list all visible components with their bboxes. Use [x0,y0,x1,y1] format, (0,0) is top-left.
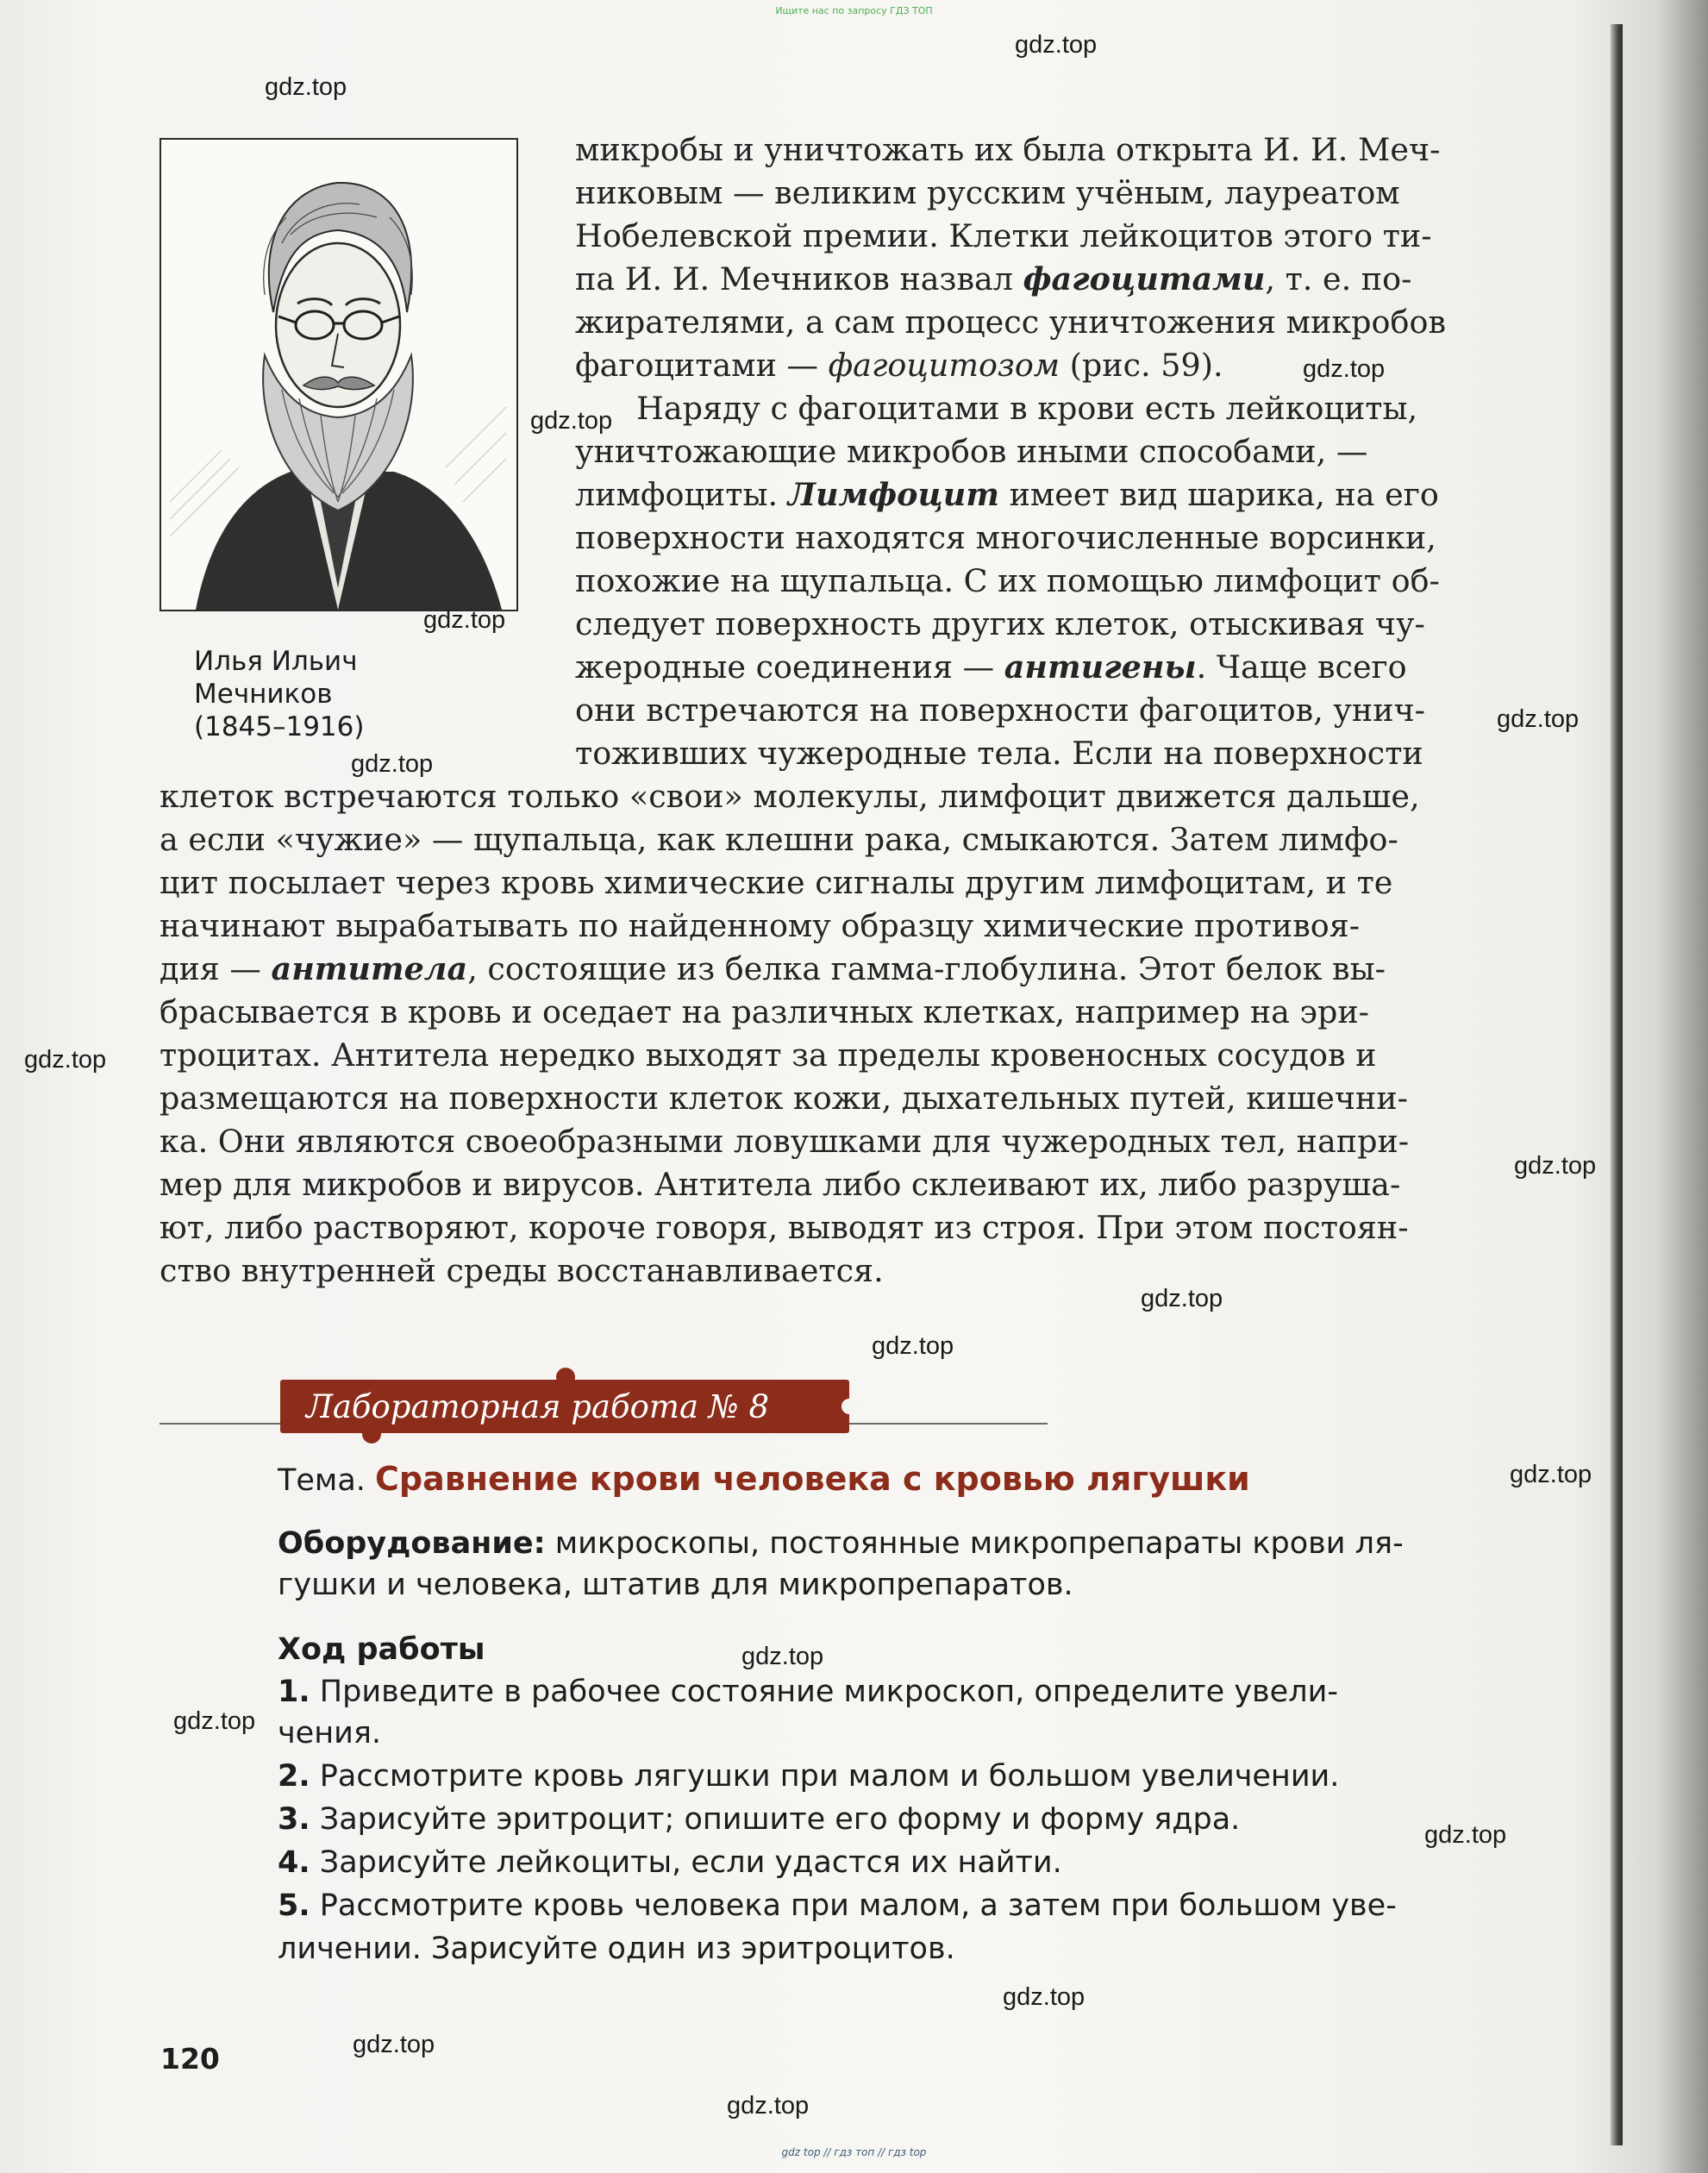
watermark: gdz.top [1003,1983,1085,2011]
text-line: брасывается в кровь и оседает на различных клетках, например на эри- [160,993,1369,1030]
equipment-line: Оборудование: микроскопы, постоянные микропрепараты крови ля- [278,1526,1404,1561]
lab-work-banner [280,1380,849,1433]
bottom-banner: gdz top // гдз топ // гдз top [781,2146,927,2158]
watermark: gdz.top [351,750,434,778]
procedure-step: 5. Рассмотрите кровь человека при малом, а затем при большом уве- [278,1888,1397,1923]
watermark: gdz.top [1303,355,1386,383]
equipment-line: гушки и человека, штатив для микропрепаратов. [278,1568,1073,1602]
watermark: gdz.top [173,1707,256,1735]
portrait-caption [194,645,487,743]
procedure-step: 4. Зарисуйте лейкоциты, если удастся их найти. [278,1845,1062,1880]
page-edge-shadow [1611,24,1623,2145]
text-line: ство внутренней среды восстанавливается. [160,1252,884,1289]
topic-label: Тема. [278,1463,366,1498]
text-line: никовым — великим русским учёным, лауреатом [575,174,1400,211]
banner-decoration [841,1399,857,1414]
procedure-step-continued: личении. Зарисуйте один из эритроцитов. [278,1932,955,1966]
text-line: микробы и уничтожать их была открыта И. И. Меч- [575,131,1441,168]
page-number: 120 [160,2042,220,2076]
text-line: уничтожающие микробов иными способами, — [575,433,1368,470]
procedure-step: 3. Зарисуйте эритроцит; опишите его форму и форму ядра. [278,1802,1241,1837]
equipment-label: Оборудование: [278,1526,546,1561]
watermark: gdz.top [1514,1152,1597,1180]
term-phagocytes: фагоцитами [1023,260,1266,297]
procedure-step: 1. Приведите в рабочее состояние микроскоп, определите увели- [278,1675,1338,1709]
watermark: gdz.top [1497,705,1580,733]
watermark: gdz.top [24,1046,107,1074]
text-line: тоживших чужеродные тела. Если на поверхности [575,735,1423,772]
term-antigens: антигены [1004,648,1197,686]
watermark: gdz.top [1424,1821,1507,1849]
procedure-step: 2. Рассмотрите кровь лягушки при малом и большом увеличении. [278,1759,1340,1794]
text-line: Нобелевской премии. Клетки лейкоцитов этого ти- [575,217,1432,254]
watermark: gdz.top [1510,1461,1592,1488]
procedure-step-continued: чения. [278,1716,382,1750]
caption-name: Илья Ильич [194,646,358,677]
watermark: gdz.top [1141,1285,1223,1312]
text-line: жеродные соединения — антигены. Чаще всего [575,648,1407,686]
text-line: мер для микробов и вирусов. Антитела либо склеивают их, либо разруша- [160,1166,1401,1203]
text-line: цит посылает через кровь химические сигналы другим лимфоцитам, и те [160,864,1393,901]
text-line: жирателями, а сам процесс уничтожения микробов [575,304,1447,341]
caption-years: (1845–1916) [194,711,365,742]
watermark: gdz.top [530,407,613,435]
text-line: поверхности находятся многочисленные ворсинки, [575,519,1436,556]
watermark: gdz.top [353,2031,435,2058]
text-line: они встречаются на поверхности фагоцитов, унич- [575,692,1426,729]
text-line: похожие на щупальца. С их помощью лимфоцит об- [575,562,1440,599]
topic-title: Сравнение крови человека с кровью лягушки [375,1460,1250,1498]
watermark: gdz.top [727,2092,810,2120]
text-line: ка. Они являются своеобразными ловушками для чужеродных тел, напри- [160,1123,1410,1160]
text-line: клеток встречаются только «свои» молекулы, лимфоцит движется дальше, [160,778,1420,815]
mechnikov-portrait-drawing [161,140,516,610]
text-line: а если «чужие» — щупальца, как клешни рака, смыкаются. Затем лимфо- [160,821,1398,858]
text-line: дия — антитела, состоящие из белка гамма-глобулина. Этот белок вы- [160,950,1386,987]
text-line: Наряду с фагоцитами в крови есть лейкоциты, [636,390,1418,427]
text-line: фагоцитами — фагоцитозом (рис. 59). [575,347,1223,384]
text-line: размещаются на поверхности клеток кожи, дыхательных путей, кишечни- [160,1080,1409,1117]
procedure-heading: Ход работы [278,1632,485,1667]
watermark: gdz.top [741,1643,824,1670]
lab-topic [278,1460,1250,1498]
text-line: лимфоциты. Лимфоцит имеет вид шарика, на его [575,476,1439,513]
text-line: па И. И. Мечников назвал фагоцитами, т. е. по- [575,260,1412,297]
caption-surname: Мечников [194,679,333,710]
banner-decoration [362,1425,381,1443]
watermark: gdz.top [872,1332,954,1360]
term-lymphocyte: Лимфоцит [787,476,999,513]
watermark: gdz.top [423,606,506,634]
top-banner: Ищите нас по запросу ГДЗ ТОП [775,5,933,16]
term-antibodies: антитела [271,950,468,987]
text-line: ют, либо растворяют, короче говоря, выводят из строя. При этом постоян- [160,1209,1409,1246]
lab-work-title: Лабораторная работа № 8 [306,1387,770,1425]
text-line: начинают вырабатывать по найденному образцу химические противоя- [160,907,1361,944]
text-line: троцитах. Антитела нередко выходят за пределы кровеносных сосудов и [160,1036,1377,1074]
portrait-image [160,138,518,611]
term-phagocytosis: фагоцитозом [828,347,1060,384]
watermark: gdz.top [1015,31,1098,59]
text-line: следует поверхность других клеток, отыскивая чу- [575,605,1425,642]
watermark: gdz.top [265,73,347,101]
